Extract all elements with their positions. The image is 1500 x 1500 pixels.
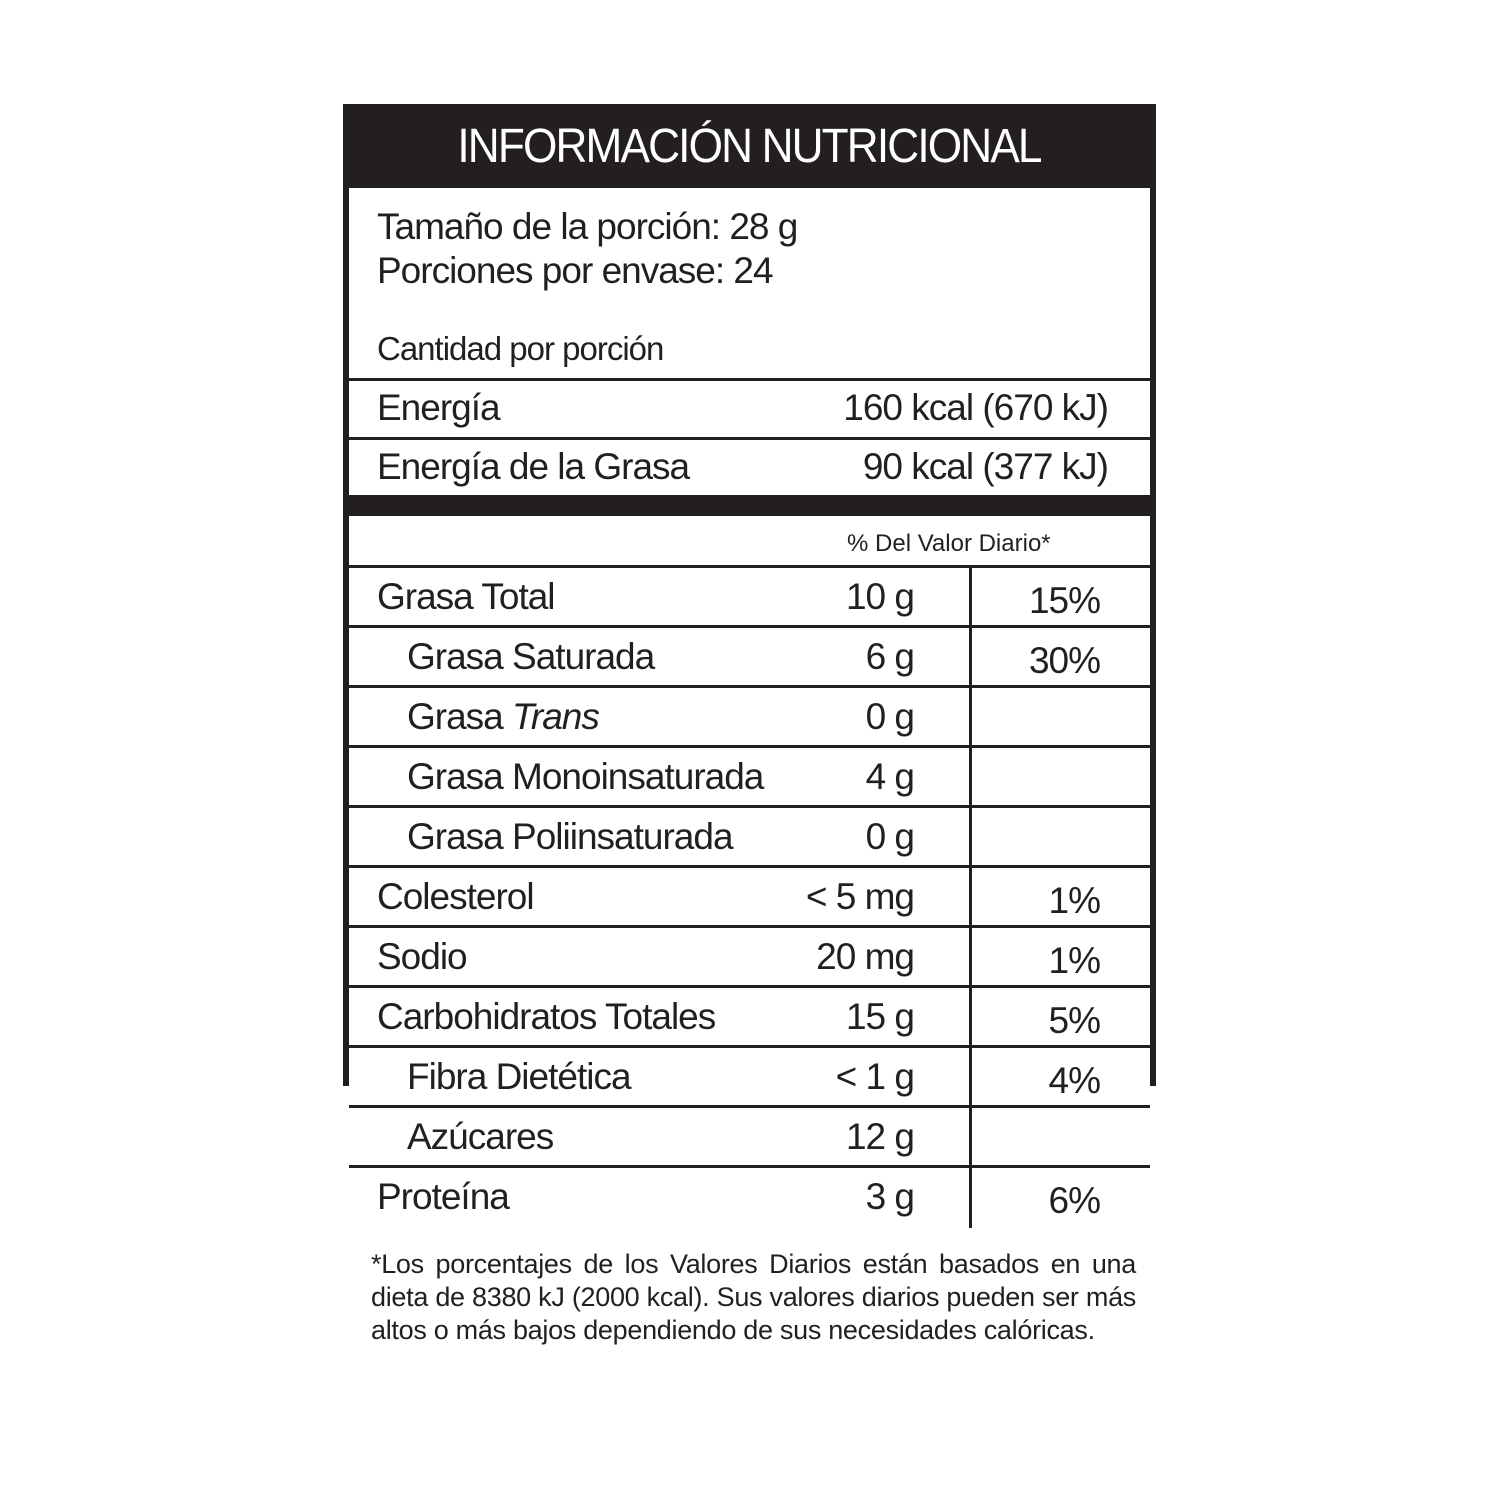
nutrient-daily-value: 1% <box>1048 940 1100 981</box>
energy-row <box>349 378 1150 436</box>
daily-value-header-row <box>349 516 1150 568</box>
nutrient-row <box>349 868 1150 928</box>
nutrient-amount: 0 g <box>865 816 914 857</box>
nutrient-daily-value: 4% <box>1048 1060 1100 1101</box>
nutrient-row <box>349 1168 1150 1228</box>
nutrient-daily-value: 15% <box>1028 580 1100 621</box>
energy-fat-label: Energía de la Grasa <box>377 446 690 487</box>
energy-fat-value: 90 kcal (377 kJ) <box>862 446 1108 487</box>
nutrients-panel <box>349 516 1150 1228</box>
nutrient-amount: 12 g <box>845 1116 914 1157</box>
nutrient-name: Carbohidratos Totales <box>377 996 716 1037</box>
nutrient-amount: 6 g <box>865 636 914 677</box>
footnote-text: *Los porcentajes de los Valores Diarios están basados en una dieta de 8380 kJ (2000 kcal). Sus valores diarios pueden ser más altos o más bajos dependiendo de sus necesidades calóricas. <box>371 1249 1136 1345</box>
nutrient-name: Azúcares <box>407 1116 554 1157</box>
nutrient-amount: 3 g <box>865 1176 914 1217</box>
nutrient-name: Proteína <box>377 1176 509 1217</box>
nutrient-row <box>349 628 1150 688</box>
energy-value: 160 kcal (670 kJ) <box>843 387 1108 428</box>
nutrient-amount: 4 g <box>865 756 914 797</box>
nutrient-row <box>349 1048 1150 1108</box>
nutrient-name: Grasa Poliinsaturada <box>407 816 733 857</box>
nutrient-row <box>349 928 1150 988</box>
nutrient-amount: 15 g <box>845 996 914 1037</box>
nutrient-row <box>349 808 1150 868</box>
label-title-bar <box>343 104 1156 188</box>
nutrient-name: Grasa Total <box>377 576 555 617</box>
nutrition-label <box>343 104 1156 1345</box>
nutrient-daily-value: 30% <box>1028 640 1100 681</box>
nutrient-name: Grasa Saturada <box>407 636 655 677</box>
nutrient-amount: 0 g <box>865 696 914 737</box>
nutrient-row <box>349 748 1150 808</box>
nutrient-amount: 10 g <box>845 576 914 617</box>
nutrient-amount: < 5 mg <box>805 876 914 917</box>
nutrient-row <box>349 688 1150 748</box>
nutrient-daily-value: 1% <box>1048 880 1100 921</box>
energy-fat-row <box>349 437 1150 495</box>
amount-per-serving-row <box>349 320 1150 378</box>
nutrient-amount: < 1 g <box>835 1056 914 1097</box>
nutrient-daily-value: 6% <box>1048 1180 1100 1221</box>
nutrient-name: Grasa Monoinsaturada <box>407 756 764 797</box>
nutrient-name: Grasa Trans <box>407 696 599 737</box>
amount-per-serving: Cantidad por porción <box>377 330 664 367</box>
energy-label: Energía <box>377 387 500 428</box>
nutrient-daily-value: 5% <box>1048 1000 1100 1041</box>
nutrient-name-italic: Trans <box>512 696 599 737</box>
nutrient-row <box>349 1108 1150 1168</box>
nutrient-row <box>349 568 1150 628</box>
nutrient-row <box>349 988 1150 1048</box>
energy-panel <box>349 320 1150 495</box>
serving-size: Tamaño de la porción: 28 g <box>377 206 798 247</box>
footnote-panel <box>349 1242 1150 1480</box>
servings-per-container: Porciones por envase: 24 <box>377 250 773 291</box>
nutrient-name: Fibra Dietética <box>407 1056 631 1097</box>
nutrient-name: Colesterol <box>377 876 534 917</box>
nutrient-name: Sodio <box>377 936 467 977</box>
nutrient-amount: 20 mg <box>816 936 914 977</box>
label-title: INFORMACIÓN NUTRICIONAL <box>457 119 1042 173</box>
daily-value-header: % Del Valor Diario* <box>847 530 1051 557</box>
